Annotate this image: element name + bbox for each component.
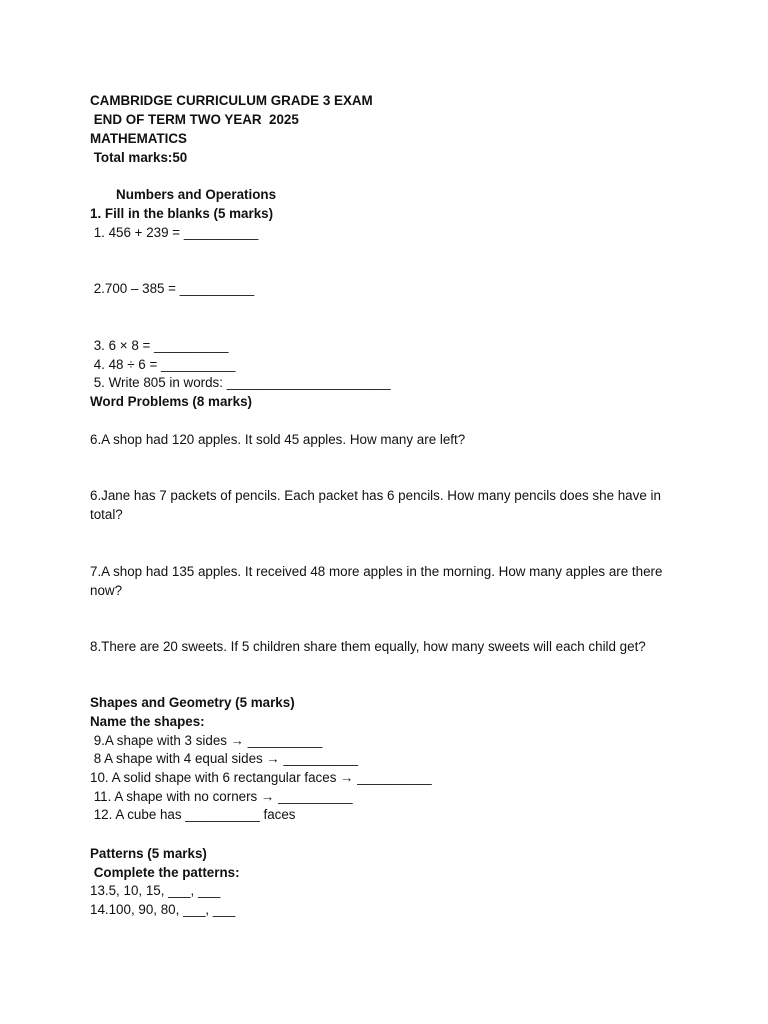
shapes-section-heading: Shapes and Geometry (5 marks)	[90, 695, 295, 710]
exam-subject: MATHEMATICS	[90, 131, 187, 146]
question-6b: 6.Jane has 7 packets of pencils. Each packet has 6 pencils. How many pencils does she have in total?	[90, 488, 661, 522]
patterns-section-heading: Patterns (5 marks)	[90, 846, 207, 861]
question-14: 14.100, 90, 80, ___, ___	[90, 902, 236, 917]
fill-blanks-heading: 1. Fill in the blanks (5 marks)	[90, 206, 274, 221]
word-problems-heading: Word Problems (8 marks)	[90, 394, 252, 409]
question-13: 13.5, 10, 15, ___, ___	[90, 883, 221, 898]
exam-title: CAMBRIDGE CURRICULUM GRADE 3 EXAM	[90, 93, 373, 108]
total-marks: Total marks:50	[90, 150, 188, 165]
question-12: 12. A cube has __________ faces	[90, 807, 296, 822]
question-10: 10. A solid shape with 6 rectangular faces → __________	[90, 770, 432, 785]
question-9: 9.A shape with 3 sides → __________	[90, 733, 323, 748]
question-9b: 8 A shape with 4 equal sides → __________	[90, 751, 359, 766]
question-3: 3. 6 × 8 = __________	[90, 338, 229, 353]
question-5: 5. Write 805 in words: ______________________	[90, 375, 391, 390]
question-6a: 6.A shop had 120 apples. It sold 45 apples. How many are left?	[90, 432, 466, 447]
exam-term: END OF TERM TWO YEAR 2025	[90, 112, 299, 127]
question-8: 8.There are 20 sweets. If 5 children share them equally, how many sweets will each child get?	[90, 639, 646, 654]
numbers-section-heading: Numbers and Operations	[90, 187, 277, 202]
question-7: 7.A shop had 135 apples. It received 48 more apples in the morning. How many apples are there now?	[90, 564, 663, 598]
question-11: 11. A shape with no corners → __________	[90, 789, 353, 804]
complete-patterns-heading: Complete the patterns:	[90, 865, 240, 880]
question-1: 1. 456 + 239 = __________	[90, 225, 259, 240]
question-2: 2.700 – 385 = __________	[90, 281, 255, 296]
question-4: 4. 48 ÷ 6 = __________	[90, 357, 236, 372]
name-shapes-heading: Name the shapes:	[90, 714, 205, 729]
